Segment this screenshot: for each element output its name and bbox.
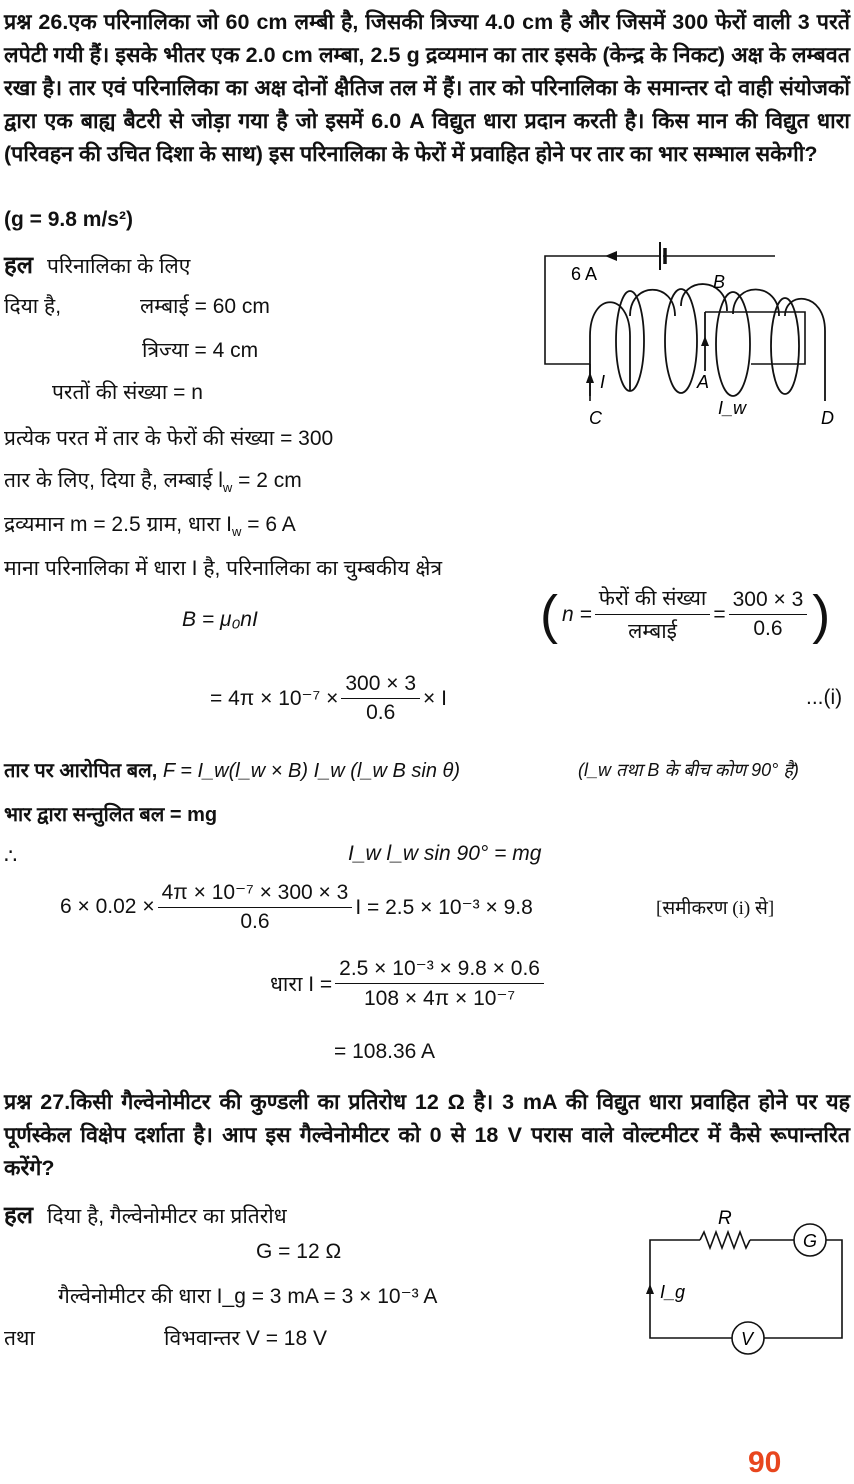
diagram2-V-label: V: [741, 1329, 754, 1349]
diagram1-C-label: C: [589, 408, 602, 428]
given-label: दिया है,: [4, 295, 62, 318]
result-value: = 108.36 A: [334, 1040, 436, 1063]
voltmeter-circuit-diagram: [640, 1202, 852, 1362]
given-length: लम्बाई = 60 cm: [140, 295, 270, 318]
diagram1-Iw-label: I_w: [718, 398, 747, 418]
diagram2-Ig-label: I_g: [660, 1282, 686, 1302]
gravity-value: (g = 9.8 m/s²): [4, 208, 133, 231]
balance-equation: I_w l_w sin 90° = mg: [348, 842, 542, 865]
given-layers: परतों की संख्या = n: [52, 381, 203, 404]
solenoid-diagram: [535, 236, 853, 436]
substituted-equation: 6 × 0.02 × $\frac{\text{4π × 10⁻⁷ × 300 × 3}}{0.6}$ I = 2.5 × 10⁻³ × 9.8: [60, 881, 533, 933]
galvanometer-resistance: G = 12 Ω: [256, 1240, 342, 1263]
diagram1-D-label: D: [821, 408, 834, 428]
field-equation: B = μ₀nI: [182, 608, 258, 631]
equation-i-tag: ...(i): [806, 686, 843, 709]
n-definition: ( n = $\frac{\text{फेरों की संख्या}}{\text{लम्बाई}}$ = $\frac{300 \times 3}{0.6}$ ): [540, 584, 831, 645]
question-26-label: प्रश्न 26.: [4, 10, 69, 34]
question-27: [4, 1086, 850, 1185]
question-26: [4, 6, 850, 171]
solenoid-heading: परिनालिका के लिए: [47, 255, 191, 278]
diagram2-G-label: G: [803, 1231, 818, 1251]
hal-label: हल: [4, 252, 34, 279]
force-note: (l_w तथा B के बीच कोण 90° है): [578, 760, 799, 780]
wire-mass-line: द्रव्यमान m = 2.5 ग्राम, धारा $I_w = 6$ A: [4, 513, 296, 540]
diagram1-current-label: 6 A: [571, 264, 598, 284]
diagram1-A-label: A: [697, 372, 710, 392]
therefore-symbol: ∴: [4, 845, 18, 868]
balance-line: भार द्वारा सन्तुलित बल = mg: [4, 804, 218, 826]
force-line: तार पर आरोपित बल, F = I_w(l_w × B) I_w (l_w B sin θ): [4, 760, 461, 782]
substitution-note: [समीकरण (i) से]: [656, 898, 775, 919]
question-26-text: एक परिनालिका जो 60 cm लम्बी है, जिसकी त्रिज्या 4.0 cm है और जिसमें 300 फेरों वाली 3 परतें लपेटी गयी हैं। इसके भीतर एक 2.0 cm लम्बा, 2.5 g द्रव्यमान का तार इसके (केन्द्र के निकट) अक्ष के लम्बवत रखा है। तार एवं परिनालिका का अक्ष दोनों क्षैतिज तल में हैं। तार को परिनालिका के समान्तर दो वाही संयोजकों द्वारा एक बाह्य बैटरी से जोड़ा गया है जो इसमें 6.0 A विद्युत धारा प्रदान करती है। किस मान की विद्युत धारा (परिवहन की उचित दिशा के साथ) इस परिनालिका के फेरों में प्रवाहित होने पर तार का भार सम्भाल सकेगी?: [4, 10, 850, 166]
given-turns: प्रत्येक परत में तार के फेरों की संख्या = 300: [4, 427, 334, 450]
diagram2-R-label: R: [718, 1208, 732, 1229]
potential-difference: विभवान्तर V = 18 V: [164, 1327, 327, 1350]
question-27-text: किसी गैल्वेनोमीटर की कुण्डली का प्रतिरोध 12 Ω है। 3 mA की विद्युत धारा प्रवाहित होने पर यह पूर्णस्केल विक्षेप दर्शाता है। आप इस गैल्वेनोमीटर को 0 से 18 V परास वाले वोल्टमीटर में कैसे रूपान्तरित करेंगे?: [4, 1090, 851, 1180]
equation-i: = 4π × 10⁻⁷ × $\frac{300 \times 3}{0.6}$ × I: [210, 672, 447, 724]
solution-26-heading: [4, 248, 190, 281]
solution-27-heading: [4, 1198, 287, 1231]
given-radius: त्रिज्या = 4 cm: [142, 339, 259, 362]
diagram1-I-label: I: [600, 372, 606, 392]
question-27-label: प्रश्न 27.: [4, 1090, 71, 1114]
assume-line: माना परिनालिका में धारा I है, परिनालिका का चुम्बकीय क्षेत्र: [4, 557, 443, 580]
wire-length-line: तार के लिए, दिया है, लम्बाई $l_w = 2$ cm: [4, 469, 302, 496]
tatha-label: तथा: [4, 1327, 35, 1350]
current-equation: धारा I = $\frac{\text{2.5 × 10⁻³ × 9.8 × 0.6}}{\text{108 × 4π × 10⁻⁷}}$: [270, 956, 547, 1011]
diagram1-B-label: B: [713, 272, 726, 292]
galvanometer-current: गैल्वेनोमीटर की धारा I_g = 3 mA = 3 × 10⁻³ A: [58, 1285, 438, 1308]
page-number: 90: [748, 1446, 782, 1479]
hal-label-27: हल: [4, 1202, 34, 1229]
galvanometer-intro: दिया है, गैल्वेनोमीटर का प्रतिरोध: [47, 1205, 287, 1228]
